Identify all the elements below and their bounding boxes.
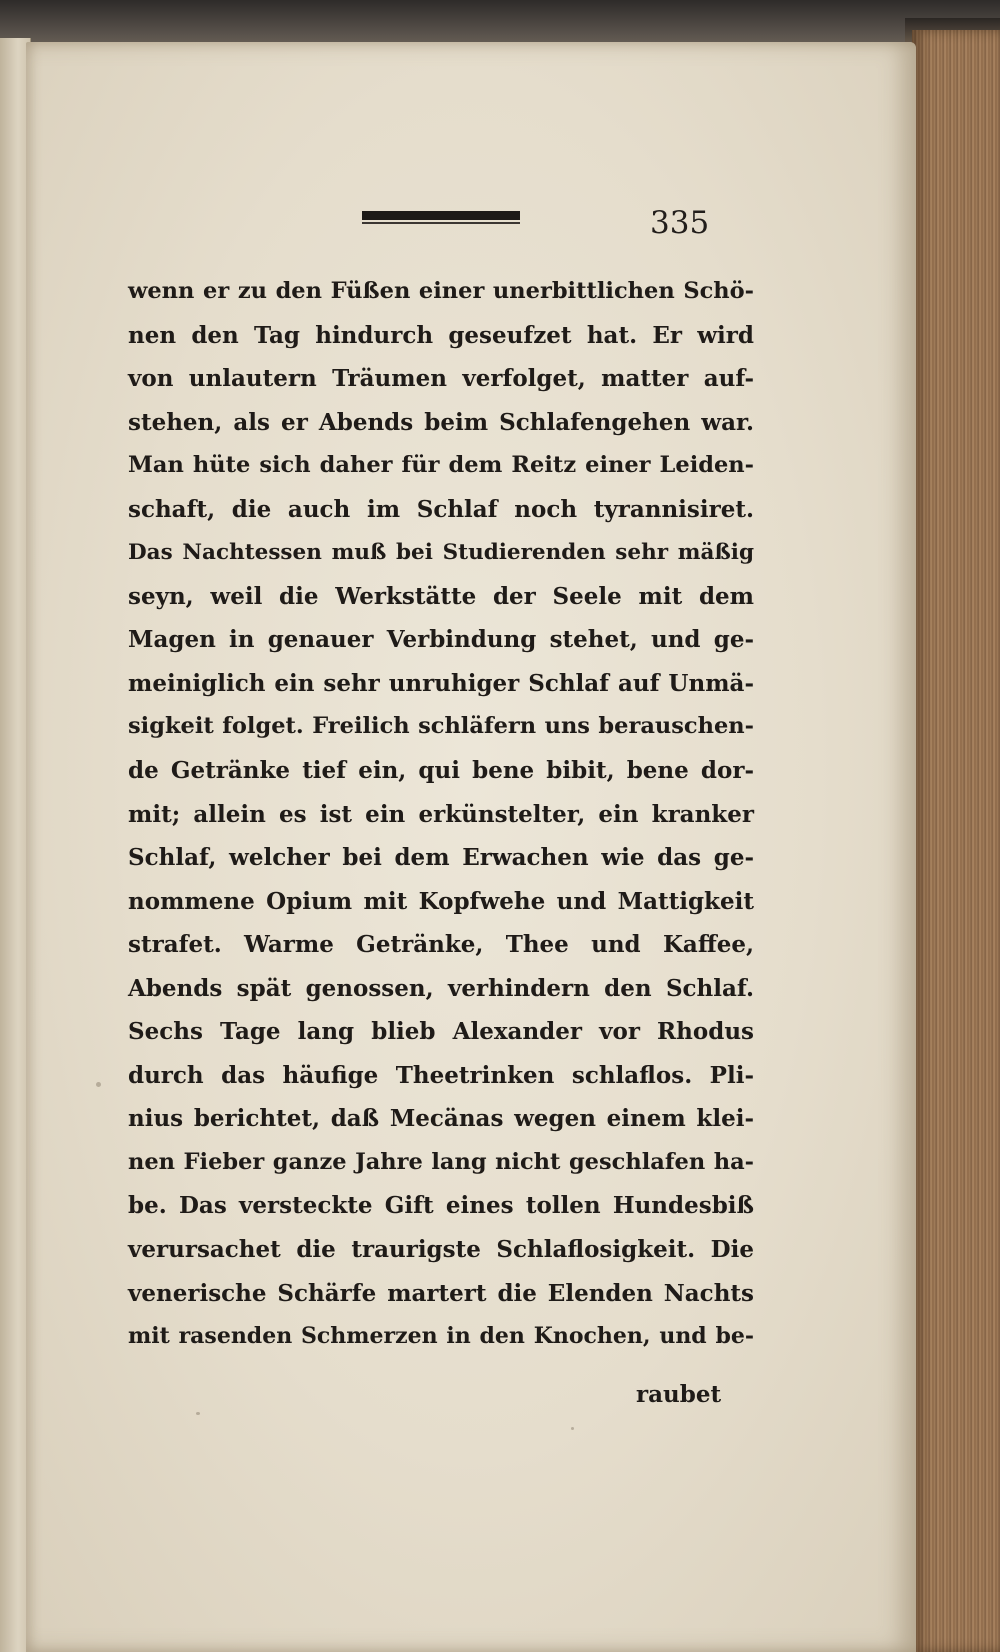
text-line: schaft, die auch im Schlaf noch tyrannisiret. <box>128 495 754 523</box>
text-line: Das Nachtessen muß bei Studierenden sehr mäßig <box>128 540 754 566</box>
text-line: von unlautern Träumen verfolget, matter auf- <box>128 365 754 393</box>
text-line: venerische Schärfe martert die Elenden Nachts <box>128 1279 754 1307</box>
body-text <box>128 270 754 1359</box>
text-line: verursachet die traurigste Schlaflosigkeit. Die <box>128 1236 754 1264</box>
rule-thin-bar <box>362 222 520 224</box>
page-number: 335 <box>650 205 710 241</box>
text-line: Schlaf, welcher bei dem Erwachen wie das ge- <box>128 844 754 872</box>
text-line: sigkeit folget. Freilich schläfern uns berauschen- <box>128 713 754 740</box>
text-line: meiniglich ein sehr unruhiger Schlaf auf Unmä- <box>128 669 754 697</box>
header-ornamental-rule <box>362 211 520 225</box>
text-line: durch das häufige Theetrinken schlaflos. Pli- <box>128 1061 754 1089</box>
text-line: de Getränke tief ein, qui bene bibit, bene dor- <box>128 757 754 785</box>
text-line: be. Das versteckte Gift eines tollen Hundesbiß <box>128 1192 754 1220</box>
text-line: Magen in genauer Verbindung stehet, und ge- <box>128 626 754 654</box>
text-line: Man hüte sich daher für dem Reitz einer Leiden- <box>128 452 754 479</box>
text-line: seyn, weil die Werkstätte der Seele mit dem <box>128 582 754 610</box>
catchword: raubet <box>636 1381 722 1408</box>
text-line: nommene Opium mit Kopfwehe und Mattigkeit <box>128 887 754 915</box>
text-line: nius berichtet, daß Mecänas wegen einem klei- <box>128 1105 754 1133</box>
text-line: wenn er zu den Füßen einer unerbittlichen Schö- <box>128 278 754 304</box>
page-stack-fore-edge <box>912 30 1000 1652</box>
paper-speck <box>196 1412 200 1415</box>
text-line: strafet. Warme Getränke, Thee und Kaffee, <box>128 931 754 959</box>
rule-thick-bar <box>362 211 520 220</box>
text-line: nen den Tag hindurch geseufzet hat. Er wird <box>128 321 754 349</box>
text-line: mit rasenden Schmerzen in den Knochen, und be- <box>128 1323 754 1350</box>
paper-speck <box>571 1427 574 1430</box>
text-line: Sechs Tage lang blieb Alexander vor Rhodus <box>128 1018 754 1046</box>
text-line: stehen, als er Abends beim Schlafengehen war. <box>128 408 754 436</box>
text-line: Abends spät genossen, verhindern den Schlaf. <box>128 974 754 1002</box>
text-line: mit; allein es ist ein erkünstelter, ein kranker <box>128 800 754 828</box>
text-line: nen Fieber ganze Jahre lang nicht geschlafen ha- <box>128 1148 754 1175</box>
paper-speck <box>96 1082 101 1087</box>
